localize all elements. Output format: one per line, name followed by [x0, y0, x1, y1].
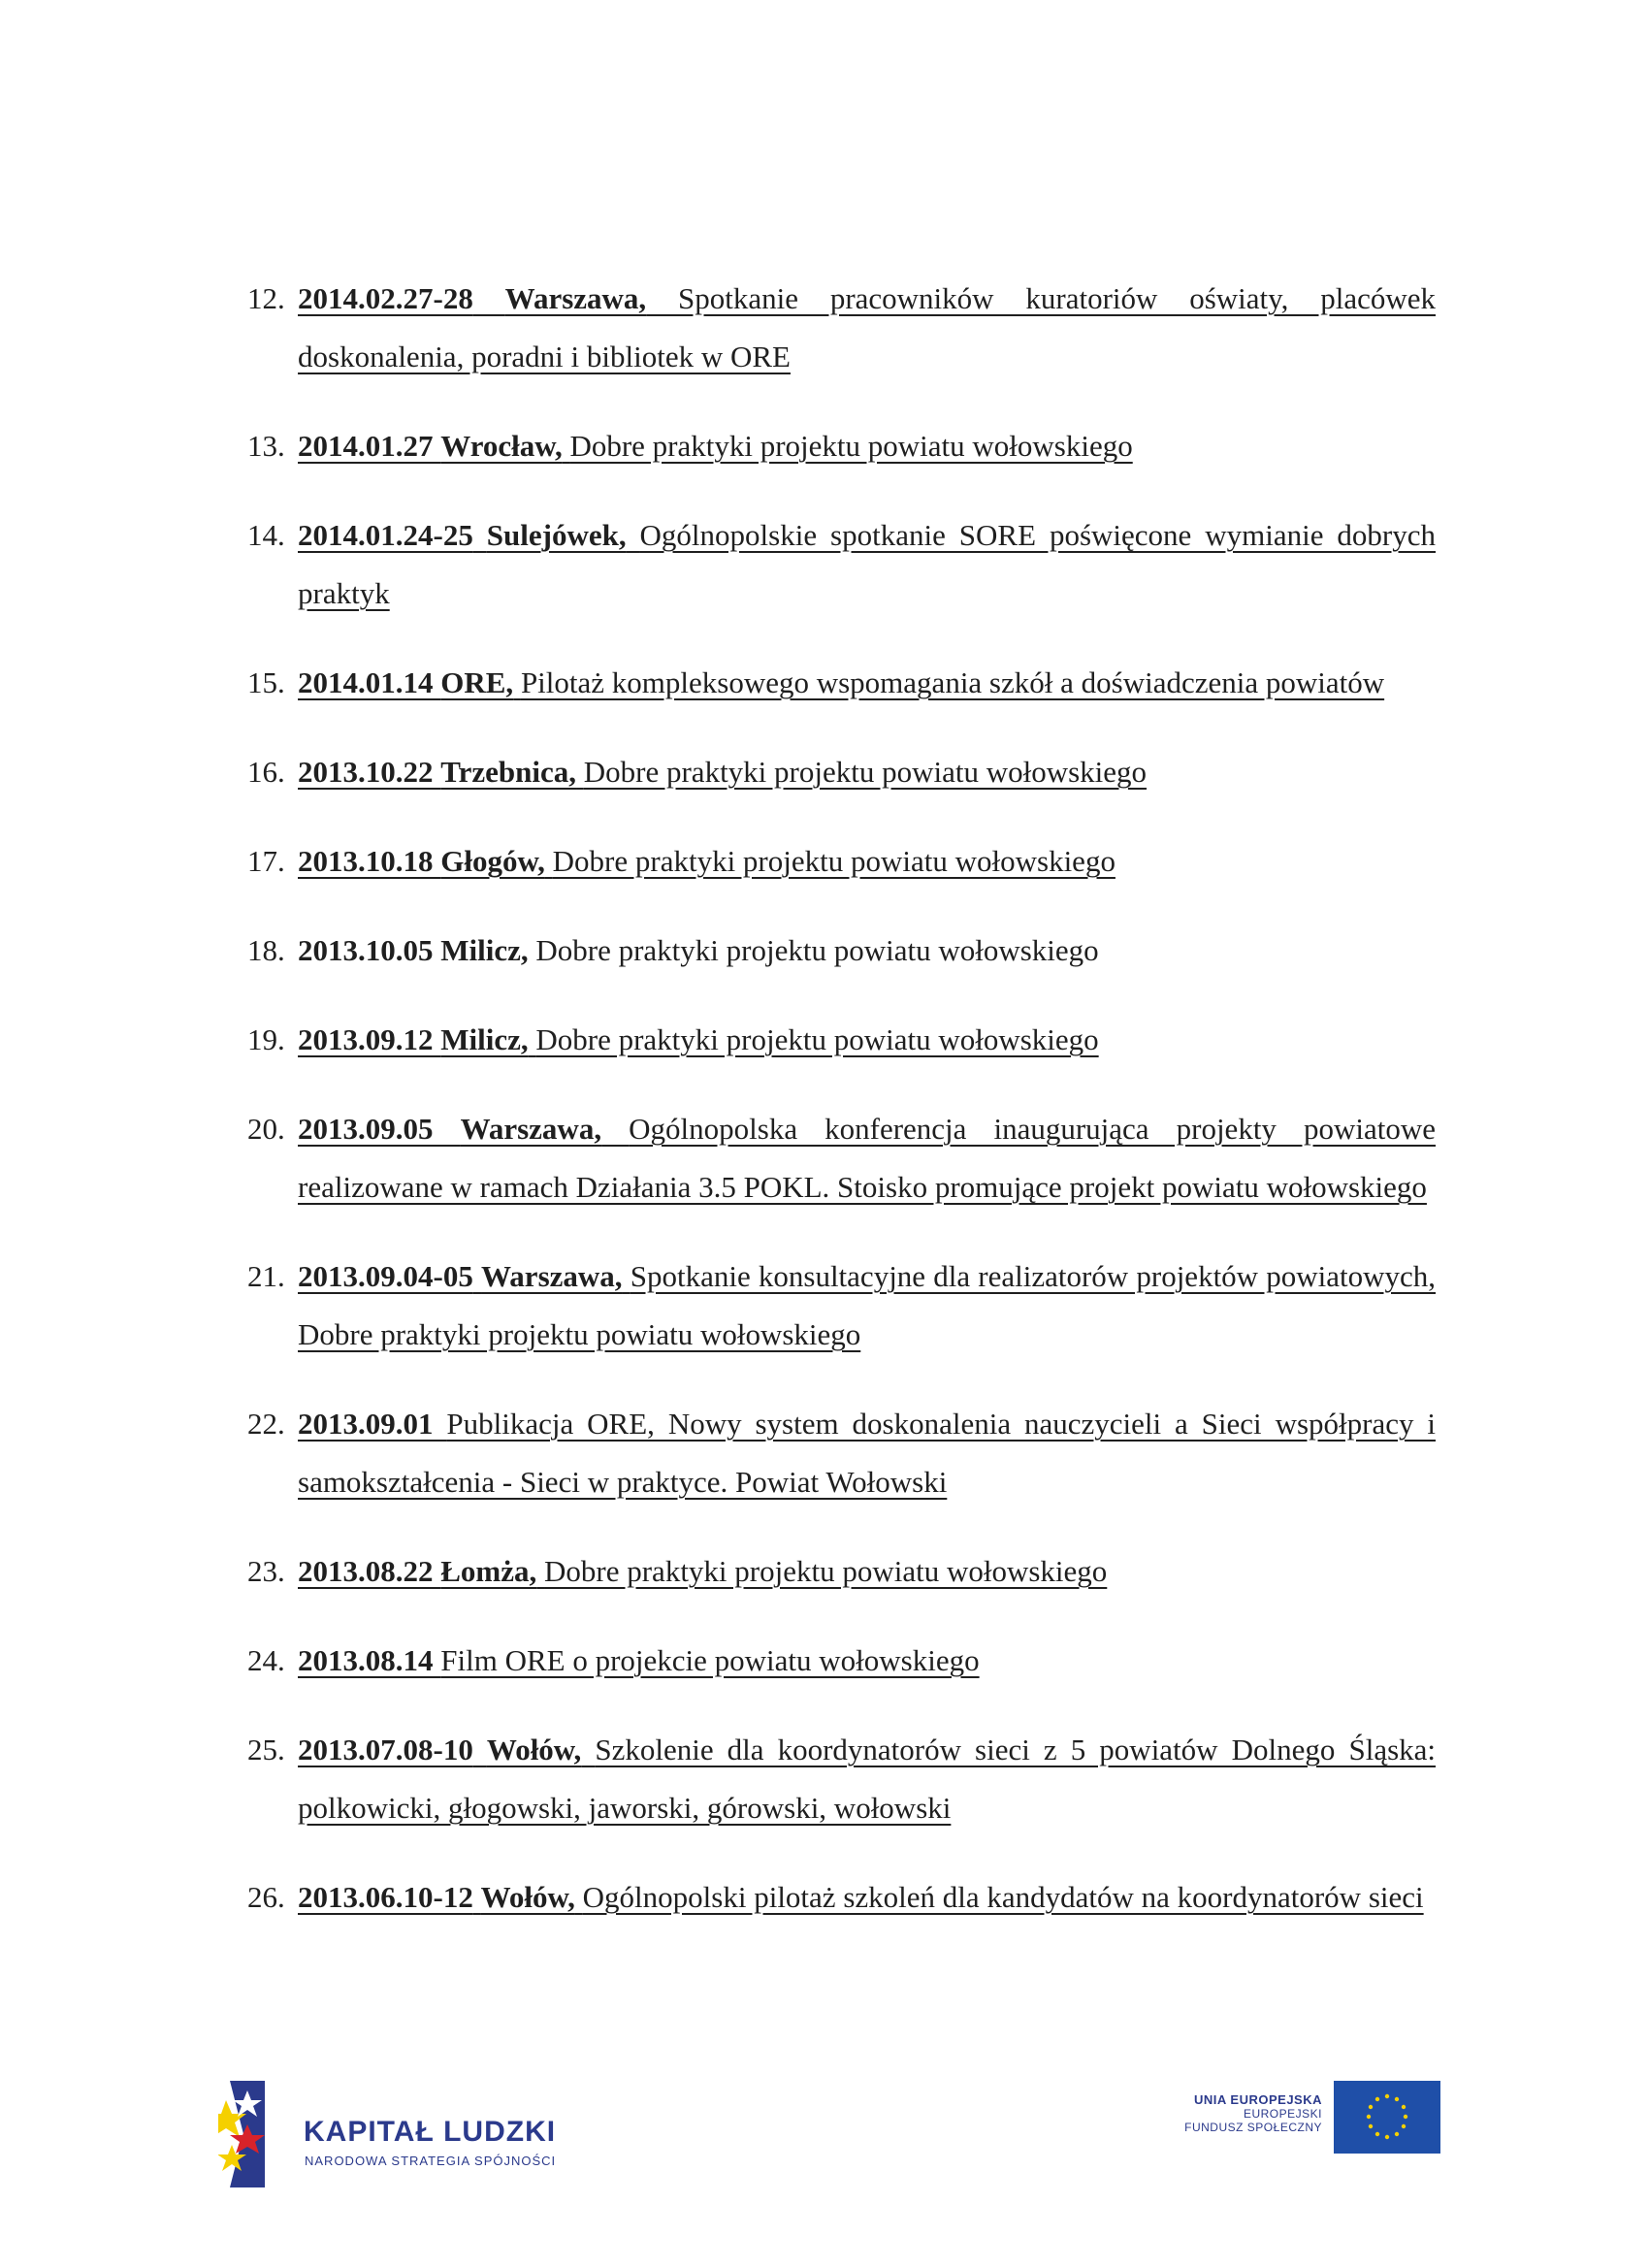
kapital-ludzki-emblem-icon [218, 2081, 296, 2187]
item-date: 2013.10.22 [298, 755, 434, 789]
eu-line-1: UNIA EUROPEJSKA [1194, 2092, 1322, 2107]
item-text [298, 1395, 1436, 1511]
item-date: 2013.09.05 [298, 1112, 434, 1146]
item-place: Trzebnica, [440, 755, 577, 789]
kapital-ludzki-subtitle: NARODOWA STRATEGIA SPÓJNOŚCI [305, 2154, 557, 2168]
item-date: 2013.07.08-10 [298, 1733, 473, 1766]
item-number: 17. [247, 844, 285, 878]
item-date: 2013.08.22 [298, 1554, 434, 1588]
item-date: 2013.06.10-12 [298, 1880, 473, 1914]
item-number: 23. [247, 1554, 285, 1588]
item-text [298, 1721, 1436, 1837]
item-number: 19. [247, 1022, 285, 1056]
list-item [247, 270, 1436, 386]
item-number: 25. [247, 1733, 285, 1766]
item-place: ORE, [440, 665, 514, 699]
item-desc: Szkolenie dla koordynatorów sieci z 5 powiatów Dolnego Śląska: polkowicki, głogowski, jaworski, górowski, wołowski [298, 1733, 1437, 1825]
item-desc: Dobre praktyki projektu powiatu wołowskiego [544, 1554, 1108, 1588]
item-date: 2013.10.18 [298, 844, 434, 878]
item-date: 2013.09.04-05 [298, 1259, 473, 1293]
item-desc: Publikacja ORE, Nowy system doskonalenia nauczycieli a Sieci współpracy i samokształcenia - Sieci w praktyce. Powiat Wołowski [298, 1407, 1436, 1499]
item-number: 20. [247, 1112, 285, 1146]
item-place: Sulejówek, [486, 518, 627, 552]
kapital-ludzki-logo [218, 2081, 626, 2187]
item-text [298, 743, 1436, 801]
list-item [247, 1542, 1436, 1601]
item-place: Milicz, [440, 1022, 529, 1056]
item-text [298, 922, 1436, 980]
item-desc: Ogólnopolskie spotkanie SORE poświęcone wymianie dobrych praktyk [298, 518, 1436, 610]
item-number: 18. [247, 933, 285, 967]
item-number: 24. [247, 1643, 285, 1677]
list-item [247, 1868, 1436, 1927]
item-place: Warszawa, [481, 1259, 623, 1293]
item-desc: Dobre praktyki projektu powiatu wołowskiego [583, 755, 1148, 789]
item-number: 13. [247, 429, 285, 463]
item-desc: Dobre praktyki projektu powiatu wołowskiego [535, 1022, 1099, 1056]
list-item [247, 506, 1436, 623]
item-place: Głogów, [440, 844, 545, 878]
list-item [247, 1247, 1436, 1364]
item-text [298, 1632, 1436, 1690]
list-item [247, 1632, 1436, 1690]
item-desc: Ogólnopolska konferencja inaugurująca projekty powiatowe realizowane w ramach Działania 3.5 POKL. Stoisko promujące projekt powiatu wołowskiego [298, 1112, 1437, 1204]
item-place: Warszawa, [460, 1112, 602, 1146]
event-list [247, 270, 1436, 1958]
list-item [247, 1721, 1436, 1837]
item-text [298, 506, 1436, 623]
list-item [247, 1100, 1436, 1216]
item-desc: Dobre praktyki projektu powiatu wołowskiego [552, 844, 1116, 878]
list-item [247, 832, 1436, 891]
item-number: 22. [247, 1407, 285, 1441]
item-text [298, 1542, 1436, 1601]
item-text [298, 270, 1436, 386]
item-text [298, 832, 1436, 891]
item-date: 2014.01.24-25 [298, 518, 473, 552]
list-item [247, 1395, 1436, 1511]
item-desc: Pilotaż kompleksowego wspomagania szkół a doświadczenia powiatów [520, 665, 1385, 699]
item-date: 2014.01.27 [298, 429, 434, 463]
item-text [298, 1100, 1436, 1216]
item-place: Łomża, [440, 1554, 537, 1588]
item-date: 2013.10.05 [298, 933, 434, 967]
item-place: Wrocław, [440, 429, 563, 463]
item-desc: Spotkanie pracowników kuratoriów oświaty, placówek doskonalenia, poradni i bibliotek w ORE [298, 281, 1436, 373]
item-desc: Film ORE o projekcie powiatu wołowskiego [440, 1643, 980, 1677]
item-date: 2013.09.01 [298, 1407, 434, 1441]
item-date: 2014.02.27-28 [298, 281, 473, 315]
eu-line-2: EUROPEJSKI [1243, 2107, 1322, 2121]
item-text [298, 654, 1436, 712]
item-desc: Dobre praktyki projektu powiatu wołowskiego [535, 933, 1099, 967]
item-number: 12. [247, 281, 285, 315]
list-item [247, 417, 1436, 475]
item-date: 2013.08.14 [298, 1643, 434, 1677]
item-place: Wołów, [486, 1733, 582, 1766]
item-text [298, 1247, 1436, 1364]
item-number: 16. [247, 755, 285, 789]
item-number: 26. [247, 1880, 285, 1914]
eu-flag-icon [1334, 2081, 1440, 2154]
item-text [298, 1011, 1436, 1069]
item-desc: Dobre praktyki projektu powiatu wołowskiego [569, 429, 1133, 463]
item-desc: Spotkanie konsultacyjne dla realizatorów projektów powiatowych, Dobre praktyki projektu powiatu wołowskiego [298, 1259, 1437, 1351]
list-item [247, 922, 1436, 980]
item-date: 2014.01.14 [298, 665, 434, 699]
item-desc: Ogólnopolski pilotaż szkoleń dla kandydatów na koordynatorów sieci [582, 1880, 1424, 1914]
item-number: 15. [247, 665, 285, 699]
item-place: Wołów, [480, 1880, 575, 1914]
kapital-ludzki-title: KAPITAŁ LUDZKI [304, 2116, 557, 2148]
eu-line-3: FUNDUSZ SPOŁECZNY [1184, 2121, 1322, 2134]
list-item [247, 1011, 1436, 1069]
list-item [247, 743, 1436, 801]
item-date: 2013.09.12 [298, 1022, 434, 1056]
item-text [298, 417, 1436, 475]
eu-logo [1149, 2081, 1440, 2158]
item-place: Warszawa, [504, 281, 647, 315]
eu-text [1184, 2092, 1322, 2134]
item-number: 21. [247, 1259, 285, 1293]
item-place: Milicz, [440, 933, 529, 967]
list-item [247, 654, 1436, 712]
item-number: 14. [247, 518, 285, 552]
item-text [298, 1868, 1436, 1927]
